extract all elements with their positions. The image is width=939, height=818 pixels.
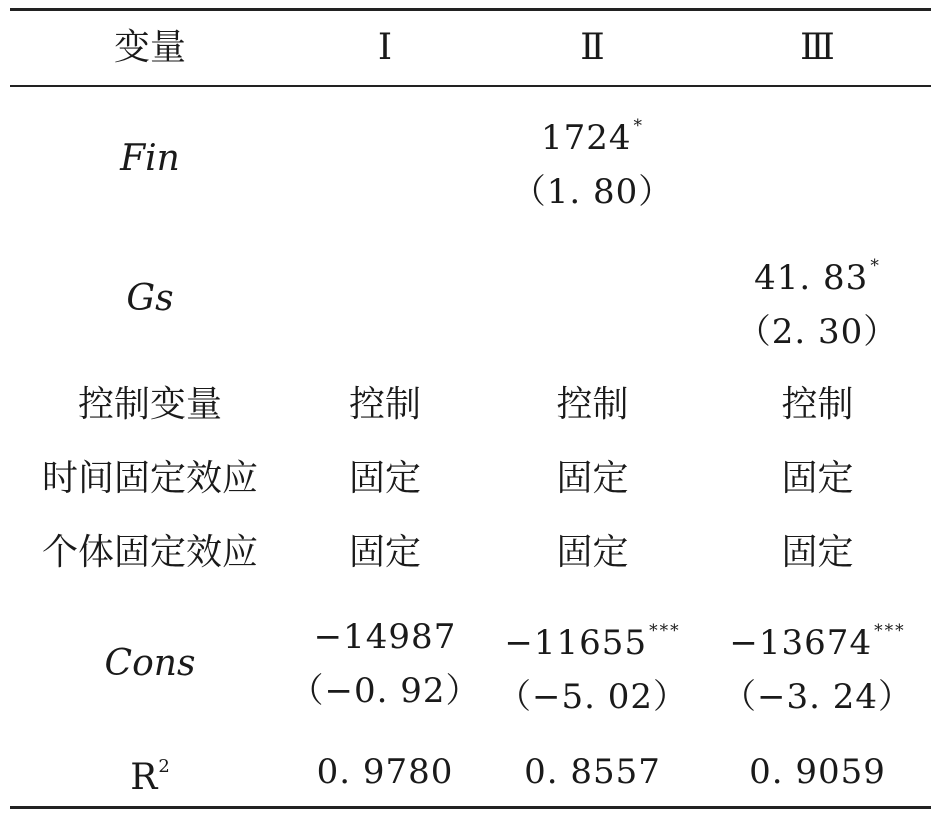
header-col-1: Ⅰ: [377, 27, 393, 68]
individual-fe-col-2: 固定: [556, 532, 629, 573]
cons-col-2: [490, 604, 695, 724]
controls-col-3: 控制: [781, 384, 854, 425]
row-label-individual-fe: 个体固定效应: [41, 532, 258, 573]
header-variable: 变量: [113, 27, 186, 68]
row-label-gs: Gs: [126, 278, 174, 319]
table-top-rule: [10, 8, 931, 11]
r2-col-3: 0. 9059: [749, 752, 886, 792]
controls-col-2: 控制: [556, 384, 629, 425]
table-header-rule: [10, 85, 931, 87]
t-statistic: （−3. 24）: [722, 677, 913, 717]
t-statistic: （−5. 02）: [497, 677, 688, 717]
individual-fe-col-1: 固定: [348, 532, 421, 573]
gs-coef-col-3: [705, 240, 930, 358]
coef-value: −14987: [313, 617, 457, 657]
cons-col-1: [285, 604, 485, 724]
time-fe-col-3: 固定: [781, 458, 854, 499]
t-statistic: （−0. 92）: [289, 671, 481, 711]
cons-col-3: [705, 604, 930, 724]
row-label-controls: 控制变量: [77, 384, 222, 425]
header-col-2: Ⅱ: [580, 27, 605, 68]
row-label-fin: Fin: [120, 138, 180, 179]
significance-stars: *: [870, 256, 881, 276]
row-label-r2: $R^2$: [130, 755, 170, 798]
t-statistic: （2. 30）: [736, 312, 899, 352]
t-statistic: （1. 80）: [511, 172, 674, 212]
coef-value: 1724: [540, 118, 632, 158]
r2-col-1: 0. 9780: [316, 752, 454, 792]
row-label-time-fe: 时间固定效应: [41, 458, 258, 499]
coef-value: −13674: [729, 623, 873, 663]
row-label-cons: Cons: [104, 643, 196, 684]
superscript-2: 2: [158, 755, 170, 777]
fin-coef-col-2: [490, 100, 695, 218]
coef-value: 41. 83: [754, 258, 869, 298]
significance-stars: ***: [649, 621, 681, 641]
table-bottom-rule: [10, 806, 931, 809]
controls-col-1: 控制: [348, 384, 421, 425]
time-fe-col-1: 固定: [348, 458, 421, 499]
significance-stars: ***: [874, 621, 906, 641]
r2-col-2: 0. 8557: [524, 752, 661, 792]
significance-stars: *: [633, 116, 645, 136]
header-col-3: Ⅲ: [800, 27, 835, 68]
coef-value: −11655: [504, 623, 648, 663]
individual-fe-col-3: 固定: [781, 532, 854, 573]
time-fe-col-2: 固定: [556, 458, 629, 499]
